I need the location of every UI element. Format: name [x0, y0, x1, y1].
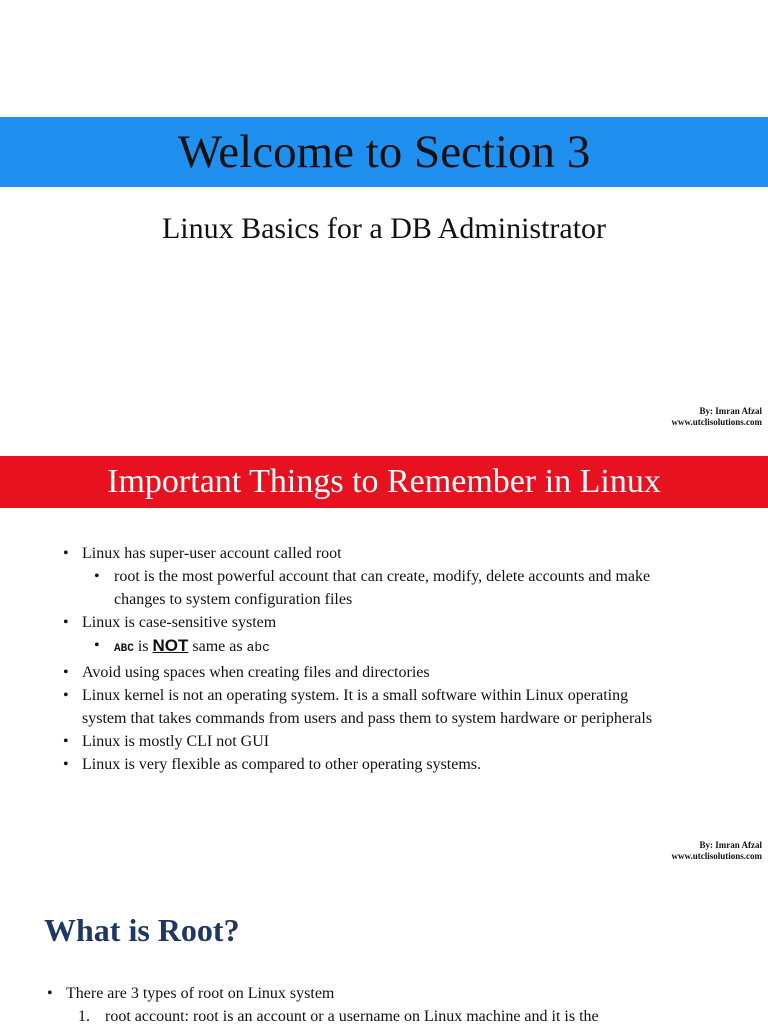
list-item-text: Linux has super-user account called root: [82, 545, 342, 562]
list-item-text: Linux kernel is not an operating system. It is a small software within Linux operating system that takes commands from users and pass them to system hardware or peripherals: [82, 687, 653, 727]
bullet-icon: •: [63, 545, 69, 562]
author-credit: [671, 840, 762, 862]
slide-important-things: [0, 438, 768, 868]
author-name: By: Imran Afzal: [699, 840, 762, 850]
author-website: www.utclisolutions.com: [671, 851, 762, 861]
bullet-icon: •: [63, 687, 69, 704]
slide-title: Welcome to Section 3: [177, 125, 591, 178]
list-item-text: Linux is mostly CLI not GUI: [82, 733, 270, 750]
title-banner-red: [0, 456, 768, 508]
list-item: [60, 542, 660, 565]
slide-what-is-root: [0, 868, 768, 1024]
bullet-icon: •: [63, 664, 69, 681]
author-credit: [671, 406, 762, 428]
list-item: [60, 611, 660, 634]
author-website: www.utclisolutions.com: [671, 417, 762, 427]
title-banner-blue: [0, 117, 768, 187]
list-item-text: There are 3 types of root on Linux system: [66, 985, 335, 1002]
uppercase-example: ABC: [114, 643, 134, 655]
list-item-text: Avoid using spaces when creating files and directories: [82, 664, 430, 681]
list-item: [44, 982, 764, 1005]
slide-subtitle: Linux Basics for a DB Administrator: [161, 212, 607, 245]
sub-list-item: [60, 565, 660, 611]
bullet-list: [60, 542, 660, 776]
bullet-list: [44, 982, 764, 1024]
list-item: [60, 753, 660, 776]
list-item-text: is: [137, 638, 149, 655]
bullet-icon: •: [63, 756, 69, 773]
list-item: [60, 730, 660, 753]
bullet-icon: •: [94, 637, 100, 654]
list-item: [60, 684, 660, 730]
sub-list-item: [60, 634, 660, 661]
lowercase-example: abc: [246, 640, 270, 655]
numbered-list-item: [44, 1005, 764, 1024]
bullet-icon: •: [63, 733, 69, 750]
list-item-text: root account: root is an account or a username on Linux machine and it is the: [105, 1008, 599, 1024]
bullet-icon: •: [63, 614, 69, 631]
emphasis-not: NOT: [152, 636, 189, 655]
slide-section-3-welcome: [0, 0, 768, 438]
list-number: 1.: [78, 1008, 90, 1024]
slide-title: Important Things to Remember in Linux: [107, 463, 661, 500]
list-item: [60, 661, 660, 684]
list-item-text: root is the most powerful account that can create, modify, delete accounts and make changes to system configuration files: [114, 568, 651, 608]
bullet-icon: •: [47, 985, 53, 1002]
author-name: By: Imran Afzal: [699, 406, 762, 416]
list-item-text: same as: [192, 638, 243, 655]
list-item-text: Linux is very flexible as compared to other operating systems.: [82, 756, 482, 773]
slide-title: What is Root?: [44, 912, 240, 948]
list-item-text: Linux is case-sensitive system: [82, 614, 277, 631]
bullet-icon: •: [94, 568, 100, 585]
